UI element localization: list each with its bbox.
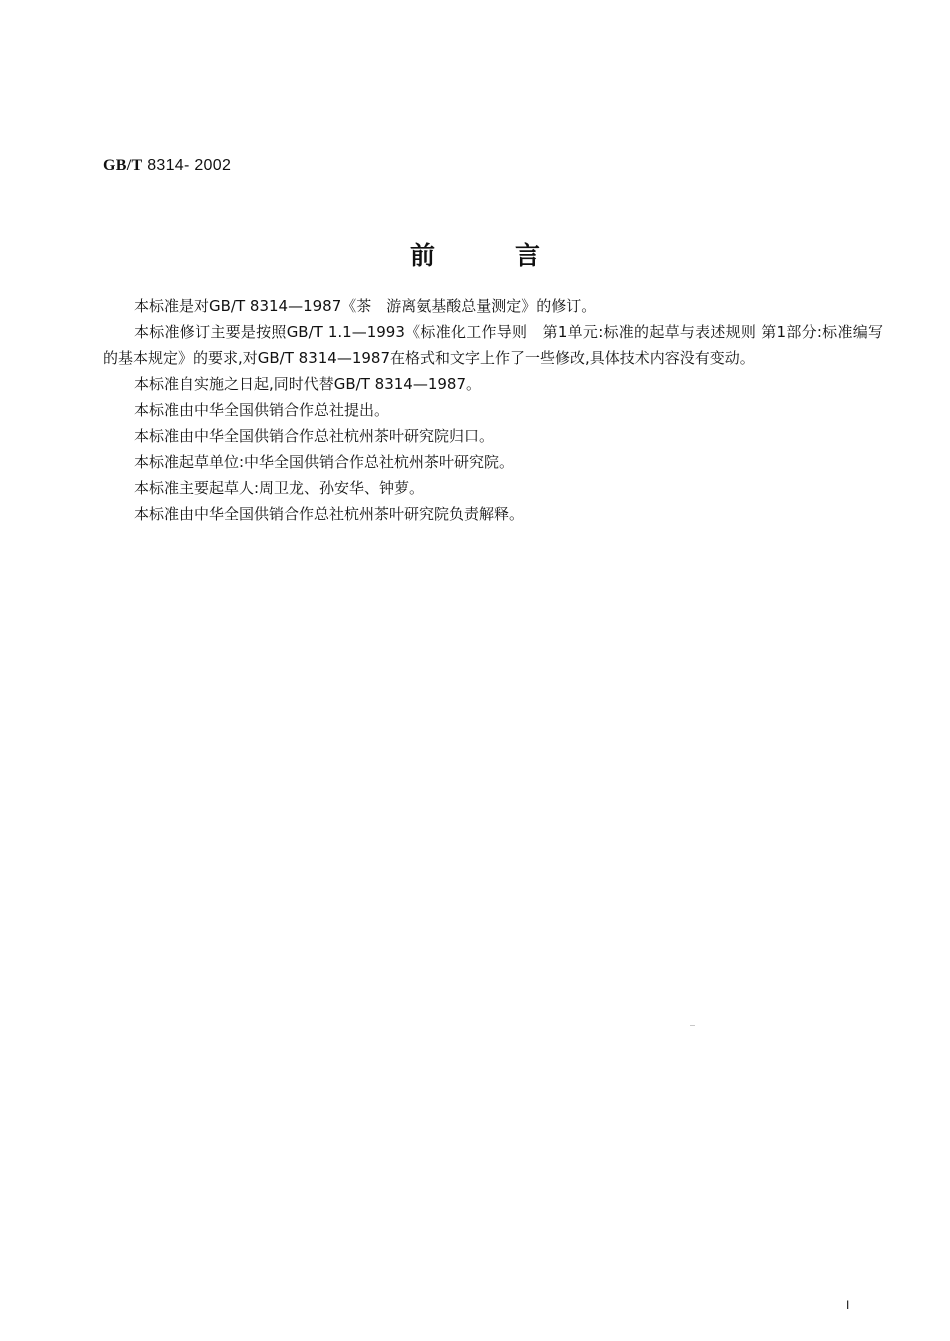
foreword-paragraph: 本标准由中华全国供销合作总社提出。 (134, 401, 390, 419)
foreword-paragraph: 本标准自实施之日起,同时代替GB/T 8314—1987。 (134, 375, 482, 393)
page-title-char-2: 言 (515, 241, 541, 270)
foreword-paragraph: 本标准主要起草人:周卫龙、孙安华、钟萝。 (134, 479, 425, 497)
scan-speck (690, 1025, 695, 1026)
standard-code-prefix: GB/T (103, 157, 143, 174)
page-title-char-1: 前 (409, 241, 435, 270)
page-number: I (846, 1298, 850, 1312)
page-title (0, 236, 950, 272)
foreword-paragraph: 本标准由中华全国供销合作总社杭州茶叶研究院归口。 (134, 427, 495, 445)
foreword-paragraph: 本标准是对GB/T 8314—1987《茶 游离氨基酸总量测定》的修订。 (134, 297, 597, 315)
foreword-paragraph: 本标准起草单位:中华全国供销合作总社杭州茶叶研究院。 (134, 453, 515, 471)
standard-code-number: 8314- 2002 (147, 157, 232, 174)
foreword-paragraph: 本标准由中华全国供销合作总社杭州茶叶研究院负责解释。 (134, 505, 525, 523)
foreword-body (103, 293, 883, 527)
standard-code (103, 157, 231, 175)
foreword-paragraph: 本标准修订主要是按照GB/T 1.1—1993《标准化工作导则 第1单元:标准的起草与表述规则 第1部分:标准编写的基本规定》的要求,对GB/T 8314—1987在格式和文字上作了一些修改,具体技术内容没有变动。 (103, 323, 883, 367)
